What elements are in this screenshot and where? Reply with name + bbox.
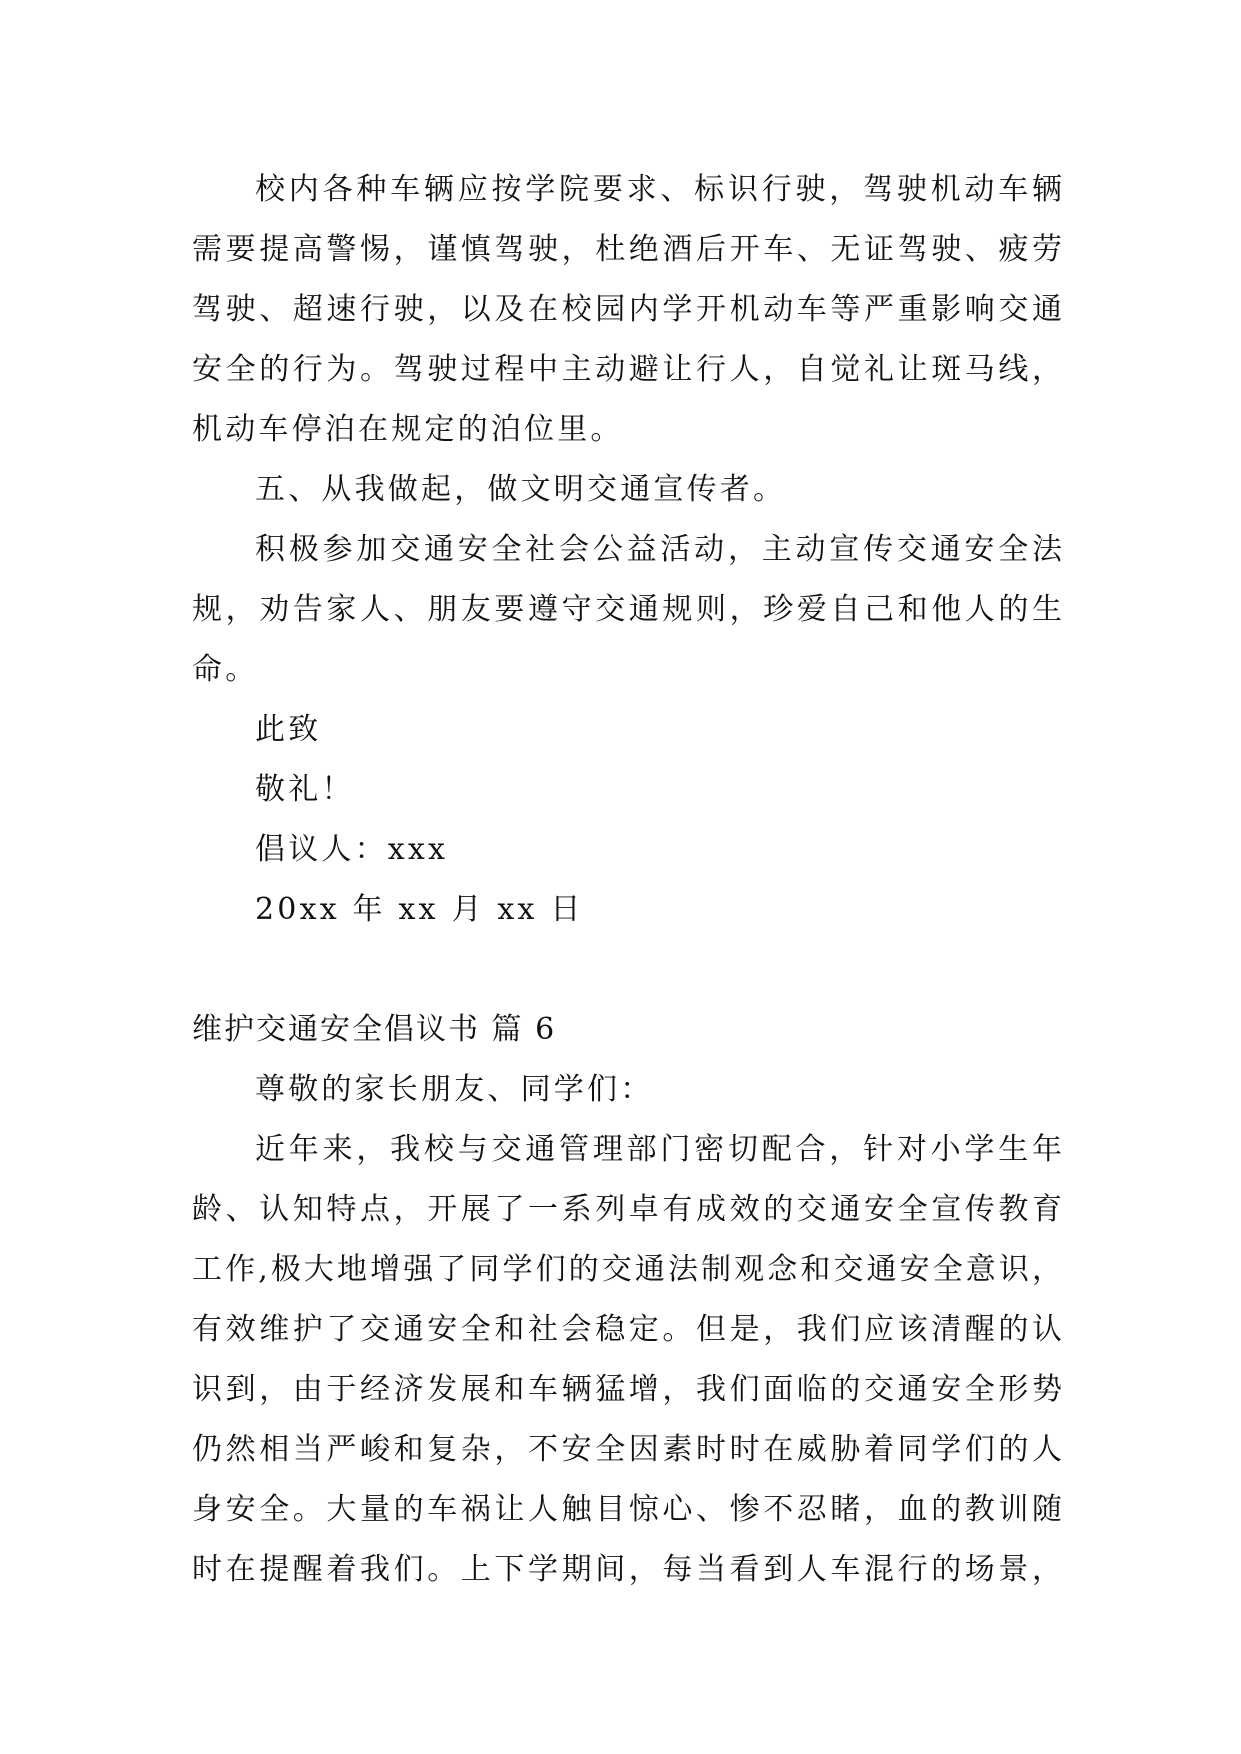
paragraph-line: 有效维护了交通安全和社会稳定。但是，我们应该清醒的认 bbox=[192, 1312, 1062, 1347]
paragraph-line: 龄、认知特点，开展了一系列卓有成效的交通安全宣传教育 bbox=[192, 1192, 1062, 1227]
closing-line: 此致 bbox=[255, 712, 322, 747]
paragraph-line: 仍然相当严峻和复杂，不安全因素时时在威胁着同学们的人 bbox=[192, 1432, 1062, 1467]
paragraph-line: 积极参加交通安全社会公益活动，主动宣传交通安全法 bbox=[255, 532, 1062, 567]
paragraph-line: 机动车停泊在规定的泊位里。 bbox=[192, 412, 624, 447]
paragraph-line: 命。 bbox=[192, 652, 259, 687]
document-body bbox=[192, 160, 1062, 1600]
paragraph-line: 校内各种车辆应按学院要求、标识行驶，驾驶机动车辆 bbox=[255, 172, 1062, 207]
date-line: 20xx 年 xx 月 xx 日 bbox=[255, 892, 584, 927]
paragraph-line: 识到，由于经济发展和车辆猛增，我们面临的交通安全形势 bbox=[192, 1372, 1062, 1407]
paragraph-line: 时在提醒着我们。上下学期间，每当看到人车混行的场景， bbox=[192, 1552, 1062, 1587]
salutation: 尊敬的家长朋友、同学们： bbox=[255, 1072, 654, 1107]
paragraph-line: 身安全。大量的车祸让人触目惊心、惨不忍睹，血的教训随 bbox=[192, 1492, 1062, 1527]
paragraph-line: 规，劝告家人、朋友要遵守交通规则，珍爱自己和他人的生 bbox=[192, 592, 1062, 627]
paragraph-line: 驾驶、超速行驶，以及在校园内学开机动车等严重影响交通 bbox=[192, 292, 1062, 327]
section-heading: 五、从我做起，做文明交通宣传者。 bbox=[255, 472, 787, 507]
paragraph-line: 需要提高警惕，谨慎驾驶，杜绝酒后开车、无证驾驶、疲劳 bbox=[192, 232, 1062, 267]
section-title: 维护交通安全倡议书 篇 6 bbox=[192, 1012, 557, 1047]
blank-space bbox=[192, 940, 1062, 1000]
closing-line: 敬礼！ bbox=[255, 772, 355, 807]
paragraph-line: 安全的行为。驾驶过程中主动避让行人，自觉礼让斑马线， bbox=[192, 352, 1062, 387]
paragraph-line: 近年来，我校与交通管理部门密切配合，针对小学生年 bbox=[255, 1132, 1062, 1167]
paragraph-line: 工作,极大地增强了同学们的交通法制观念和交通安全意识， bbox=[192, 1252, 1062, 1287]
signer-line: 倡议人：xxx bbox=[255, 832, 449, 867]
